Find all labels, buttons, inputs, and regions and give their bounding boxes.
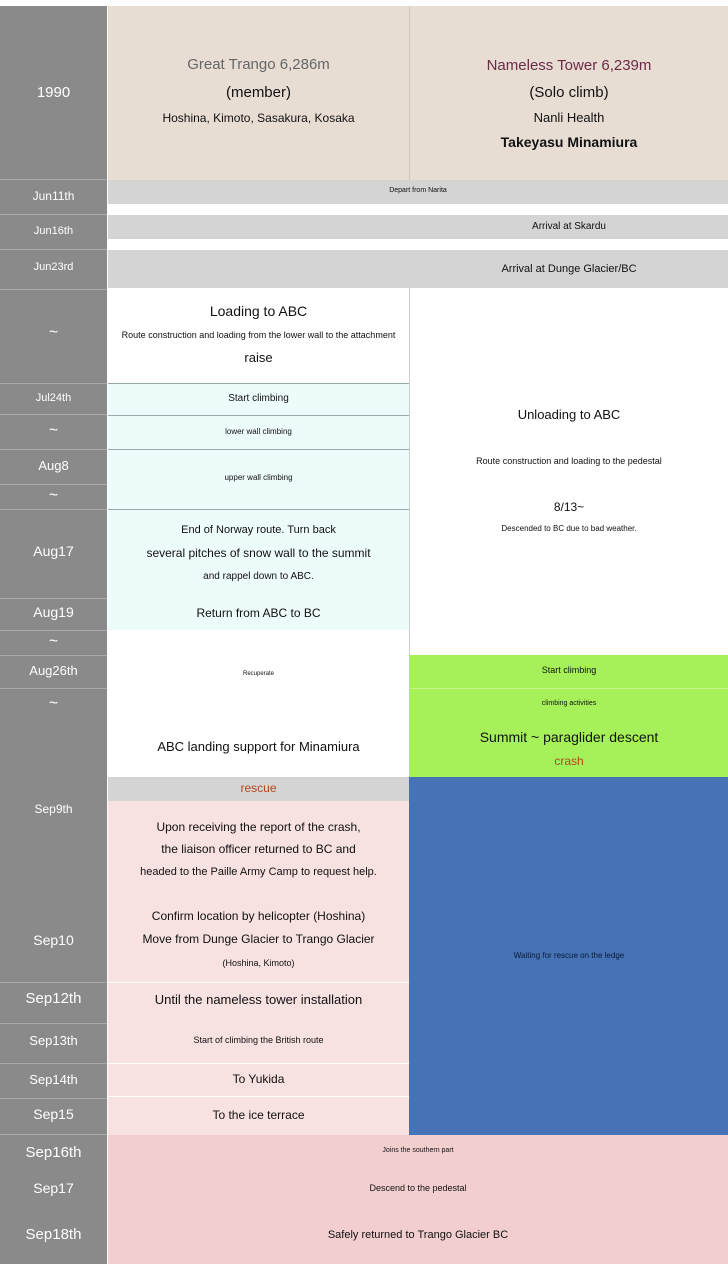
date-column	[0, 6, 107, 1264]
waiting-rescue-ledge: Waiting for rescue on the ledge	[513, 951, 625, 960]
skardu-text: Arrival at Skardu	[532, 221, 606, 232]
to-ice-terrace: To the ice terrace	[212, 1108, 305, 1122]
date-jul24: Jul24th	[35, 392, 72, 404]
date-aug26: Aug26th	[29, 663, 78, 678]
great-trango-member: (member)	[225, 84, 291, 101]
date-sep12: Sep12th	[25, 990, 82, 1007]
crash-report-line1: Upon receiving the report of the crash,	[156, 820, 361, 834]
norway-route-line1: End of Norway route. Turn back	[181, 524, 336, 536]
loading-abc-raise: raise	[244, 350, 273, 365]
nameless-tower-solo: (Solo climb)	[529, 84, 609, 101]
norway-route-line2: several pitches of snow wall to the summit	[146, 546, 371, 560]
recuperate-text: Recuperate	[242, 671, 275, 677]
nameless-installation: Until the nameless tower installation	[154, 992, 363, 1007]
helicopter-confirm: Confirm location by helicopter (Hoshina)	[151, 909, 366, 923]
date-year: 1990	[36, 84, 71, 101]
to-yukida: To Yukida	[232, 1072, 285, 1086]
date-sep18: Sep18th	[25, 1226, 82, 1243]
date-sep15: Sep15	[33, 1106, 74, 1122]
return-abc-bc: Return from ABC to BC	[196, 606, 321, 620]
dunge-text: Arrival at Dunge Glacier/BC	[501, 263, 637, 275]
left-start-climbing: Start climbing	[228, 393, 289, 404]
date-aug19: Aug19	[33, 604, 74, 620]
great-trango-title: Great Trango 6,286m	[187, 56, 330, 73]
rescue-text: rescue	[240, 781, 277, 795]
summit-paraglider: Summit ~ paraglider descent	[479, 729, 659, 745]
date-tilde-1: ~	[48, 324, 59, 341]
crash-text: crash	[554, 754, 584, 768]
bad-weather-descent: Descended to BC due to bad weather.	[501, 524, 637, 533]
crash-report-line3: headed to the Paille Army Camp to request help.	[140, 866, 377, 878]
date-jun11: Jun11th	[32, 189, 75, 203]
date-sep17: Sep17	[33, 1180, 74, 1196]
date-sep13: Sep13th	[29, 1033, 78, 1048]
move-glacier: Move from Dunge Glacier to Trango Glacier	[142, 932, 375, 946]
lower-wall-climbing: lower wall climbing	[225, 427, 292, 436]
loading-abc-desc: Route construction and loading from the lower wall to the attachment	[121, 330, 396, 340]
unloading-abc: Unloading to ABC	[517, 407, 621, 422]
pedestal-route: Route construction and loading to the pedestal	[476, 456, 662, 466]
norway-route-line3: and rappel down to ABC.	[203, 571, 314, 582]
date-sep16: Sep16th	[25, 1144, 82, 1161]
bottom-block	[108, 1135, 728, 1264]
nameless-tower-sponsor: Nanli Health	[533, 110, 605, 125]
date-jun23: Jun23rd	[33, 261, 74, 273]
date-tilde-4: ~	[48, 633, 59, 650]
safe-return-bc: Safely returned to Trango Glacier BC	[327, 1229, 509, 1241]
date-sep10: Sep10	[33, 932, 74, 948]
climbing-activities: climbing activities	[541, 700, 597, 707]
date-tilde-5: ~	[48, 695, 59, 712]
date-aug8: Aug8	[38, 458, 69, 473]
date-sep9: Sep9th	[34, 802, 73, 816]
date-jun16: Jun16th	[33, 225, 74, 237]
upper-wall-climbing: upper wall climbing	[224, 473, 293, 482]
date-sep14: Sep14th	[29, 1072, 78, 1087]
date-aug17: Aug17	[33, 543, 74, 559]
descend-pedestal: Descend to the pedestal	[369, 1183, 467, 1193]
loading-abc-title: Loading to ABC	[209, 303, 308, 319]
date-8-13: 8/13~	[553, 500, 585, 514]
date-tilde-2: ~	[48, 422, 59, 439]
abc-support-text: ABC landing support for Minamiura	[157, 739, 360, 754]
nameless-tower-climber: Takeyasu Minamiura	[500, 134, 638, 150]
move-glacier-members: (Hoshina, Kimoto)	[222, 958, 295, 968]
great-trango-members: Hoshina, Kimoto, Sasakura, Kosaka	[162, 111, 355, 125]
joins-southern: Joins the southern part	[382, 1147, 454, 1154]
right-start-climbing: Start climbing	[541, 665, 597, 675]
date-tilde-3: ~	[48, 487, 59, 504]
crash-report-line2: the liaison officer returned to BC and	[161, 842, 356, 856]
nameless-tower-title: Nameless Tower 6,239m	[486, 57, 652, 74]
right-divider	[409, 288, 410, 655]
british-route-start: Start of climbing the British route	[193, 1035, 324, 1045]
depart-text: Depart from Narita	[389, 187, 447, 194]
